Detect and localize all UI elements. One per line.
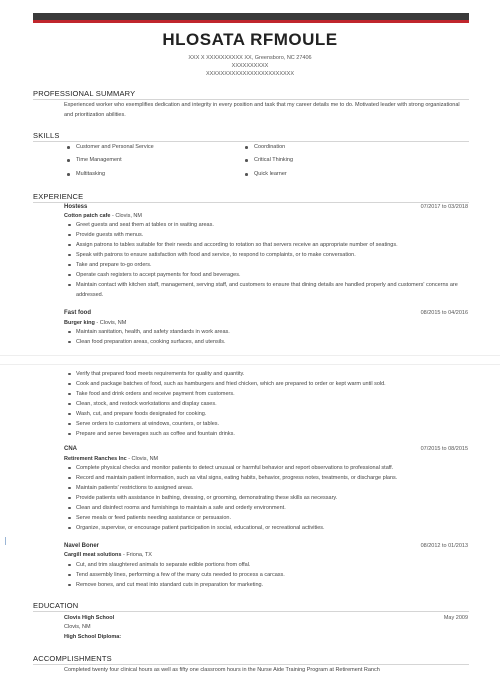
contact-email: XXXXXXXXXXXXXXXXXXXXXXXX <box>205 71 295 77</box>
list-item: Tend assembly lines, performing a few of the many cuts needed to process a carcass. <box>76 570 469 580</box>
graduation-date: May 2009 <box>443 615 468 621</box>
school-location: Clovis, NM <box>64 624 91 630</box>
experience-divider <box>33 202 469 203</box>
company-location: - Clovis, NM <box>110 213 142 219</box>
margin-marker <box>5 537 6 545</box>
list-item: Prepare and serve beverages such as coffee and fountain drinks. <box>76 429 469 439</box>
summary-heading: PROFESSIONAL SUMMARY <box>33 89 136 98</box>
page-break <box>0 355 500 365</box>
skill-item <box>254 157 293 163</box>
list-item: Operate cash registers to accept payments for food and beverages. <box>76 270 469 280</box>
bullet-dot <box>245 159 248 162</box>
company-name: Retirement Ranches Inc <box>64 456 127 462</box>
summary-text: Experienced worker who exemplifies dedication and integrity in every position and task that my career details me to do. Motivated leader with strong organizational and prioritization abilities. <box>64 102 460 118</box>
list-item: Provide guests with menus. <box>76 230 469 240</box>
skill-label: Customer and Personal Service <box>76 144 154 150</box>
job-dates: 07/2017 to 03/2018 <box>420 204 468 210</box>
contact-address: XXX X XXXXXXXXXX XX, Greensboro, NC 27406 <box>188 55 312 61</box>
experience-heading: EXPERIENCE <box>33 192 84 201</box>
company-location: - Clovis, NM <box>126 456 159 462</box>
accomplishments-text: Completed twenty four clinical hours as well as fifty one classroom hours in the Nurse Aide Training Program at Retirement Ranch <box>64 667 380 673</box>
job-dates: 08/2012 to 01/2013 <box>420 543 468 549</box>
list-item: Take and prepare to-go orders. <box>76 260 469 270</box>
skill-item <box>254 171 287 177</box>
education-divider <box>33 611 469 612</box>
candidate-name: HLOSATA RFMOULE <box>162 30 338 49</box>
list-item: Maintain contact with kitchen staff, management, serving staff, and customers to ensure that dining details are handled properly and customers' concerns are addressed. <box>76 280 469 300</box>
skill-item <box>76 171 105 177</box>
job-duties-list-continued <box>76 369 469 439</box>
bullet-dot <box>245 146 248 149</box>
list-item: Clean, stock, and restock workstations and display cases. <box>76 399 469 409</box>
degree: High School Diploma: <box>64 634 122 640</box>
skill-item <box>76 157 122 163</box>
list-item: Organize, supervise, or encourage patient participation in social, educational, or recreational activities. <box>76 523 469 533</box>
list-item: Serve orders to customers at windows, counters, or tables. <box>76 419 469 429</box>
job-duties-list <box>76 463 469 533</box>
skill-label: Multitasking <box>76 171 106 177</box>
bullet-dot <box>67 146 70 149</box>
job-title: Fast food <box>64 310 91 316</box>
company-name: Burger king <box>64 320 95 326</box>
list-item: Serve meals or feed patients needing assistance or persuasion. <box>76 513 469 523</box>
list-item: Clean food preparation areas, cooking surfaces, and utensils. <box>76 337 469 347</box>
skill-label: Time Management <box>76 157 122 163</box>
school-name: Clovis High School <box>64 615 115 621</box>
skills-heading: SKILLS <box>33 131 60 140</box>
education-heading: EDUCATION <box>33 601 79 610</box>
accomplishments-heading: ACCOMPLISHMENTS <box>33 654 112 663</box>
list-item: Take food and drink orders and receive payment from customers. <box>76 389 469 399</box>
skills-divider <box>33 141 469 142</box>
list-item: Complete physical checks and monitor patients to detect unusual or harmful behavior and report observations to professional staff. <box>76 463 469 473</box>
job-dates: 07/2015 to 08/2015 <box>420 446 468 452</box>
list-item: Remove bones, and cut meat into standard cuts in preparation for marketing. <box>76 580 469 590</box>
job-duties-list <box>76 220 469 300</box>
list-item: Provide patients with assistance in bathing, dressing, or grooming, demonstrating these skills as necessary. <box>76 493 469 503</box>
job-company <box>64 213 142 219</box>
skill-item <box>254 144 285 150</box>
list-item: Greet guests and seat them at tables or in waiting areas. <box>76 220 469 230</box>
list-item: Maintain sanitation, health, and safety standards in work areas. <box>76 327 469 337</box>
job-title: CNA <box>64 446 77 452</box>
job-title: Hostess <box>64 204 88 210</box>
list-item: Speak with patrons to ensure satisfaction with food and service, to respond to complaints, or to make conversation. <box>76 250 469 260</box>
company-location: - Clovis, NM <box>94 320 127 326</box>
skill-label: Quick learner <box>254 171 287 177</box>
job-dates: 08/2015 to 04/2016 <box>420 310 468 316</box>
skill-item <box>76 144 154 150</box>
job-company <box>64 320 126 326</box>
list-item: Maintain patients' restrictions to assigned areas. <box>76 483 469 493</box>
list-item: Assign patrons to tables suitable for their needs and according to rotation so that servers receive an appropriate number of seatings. <box>76 240 469 250</box>
header-bar <box>33 13 469 20</box>
list-item: Wash, cut, and prepare foods designated for cooking. <box>76 409 469 419</box>
bullet-dot <box>245 173 248 176</box>
job-duties-list <box>76 327 469 347</box>
job-company <box>64 552 152 558</box>
bullet-dot <box>67 159 70 162</box>
company-name: Cotton patch cafe <box>64 213 111 219</box>
list-item: Verify that prepared food meets requirements for quality and quantity. <box>76 369 469 379</box>
bullet-dot <box>67 173 70 176</box>
job-company <box>64 456 158 462</box>
contact-phone: XXXXXXXXXX <box>231 63 269 69</box>
company-location: - Friona, TX <box>121 552 152 558</box>
skill-label: Coordination <box>254 144 286 150</box>
job-duties-list <box>76 560 469 590</box>
list-item: Clean and disinfect rooms and furnishings to maintain a safe and orderly environment. <box>76 503 469 513</box>
list-item: Record and maintain patient information, such as vital signs, eating habits, behavior, progress notes, treatments, or discharge plans. <box>76 473 469 483</box>
list-item: Cut, and trim slaughtered animals to separate edible portions from offal. <box>76 560 469 570</box>
company-name: Cargill meat solutions <box>64 552 122 558</box>
skill-label: Critical Thinking <box>254 157 294 163</box>
list-item: Cook and package batches of food, such as hamburgers and fried chicken, which are prepared to order or kept warm until sold. <box>76 379 469 389</box>
job-title: Navel Boner <box>64 543 100 549</box>
header-accent-line <box>33 20 469 23</box>
